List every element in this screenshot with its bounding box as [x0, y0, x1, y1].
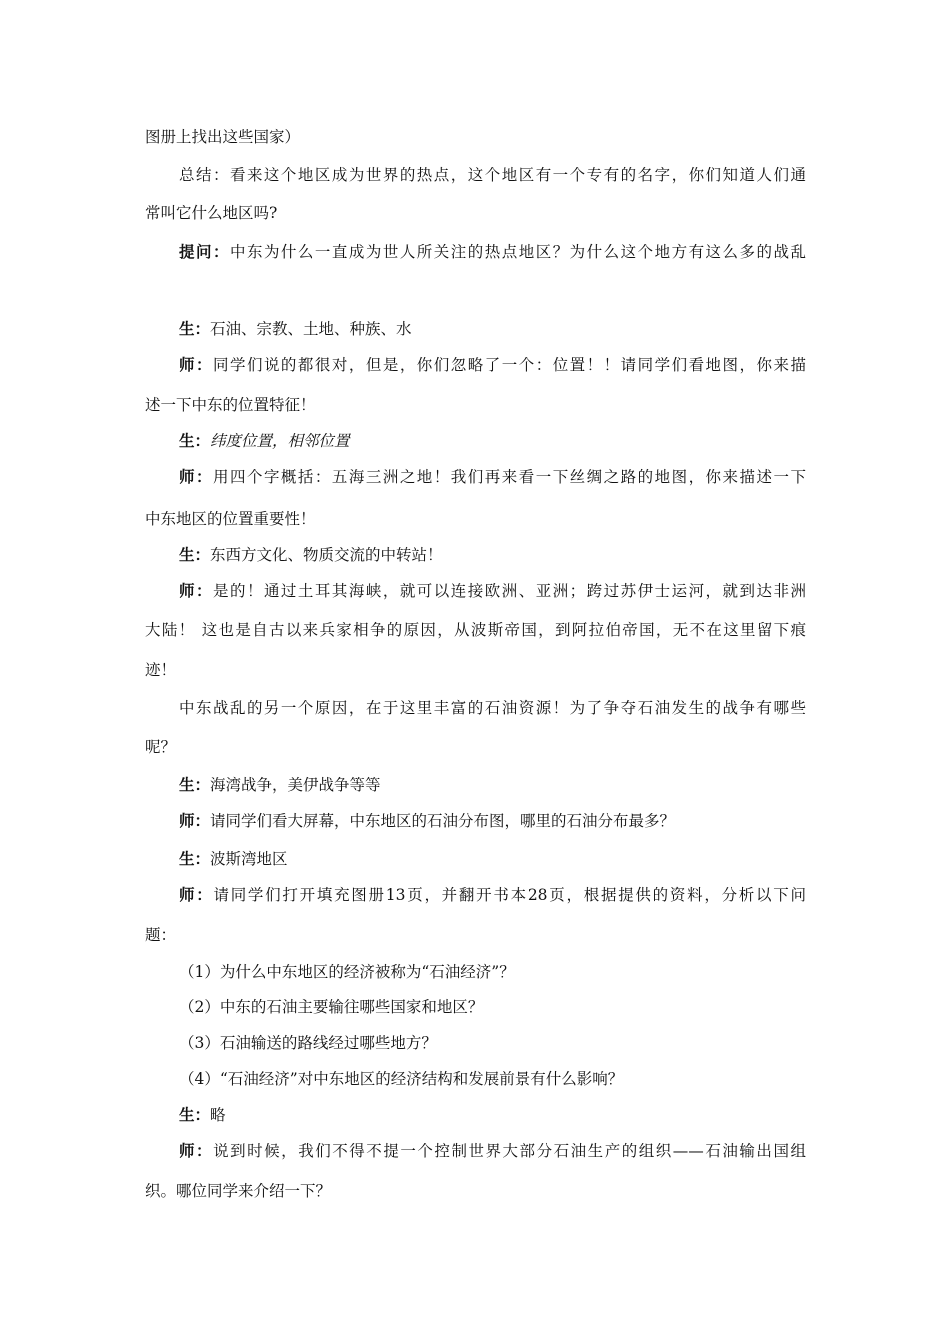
speaker-label: 师： — [179, 355, 213, 374]
speaker-label: 生： — [179, 775, 211, 794]
question-item: （4）“石油经济”对中东地区的经济结构和发展前景有什么影响？ — [179, 1070, 624, 1088]
speaker-label: 师： — [179, 811, 211, 830]
text-line: 织。哪位同学来介绍一下？ — [145, 1182, 332, 1200]
speaker-label: 生： — [179, 431, 211, 450]
question-item: （2）中东的石油主要输往哪些国家和地区？ — [179, 998, 484, 1016]
speaker-label: 师： — [179, 581, 213, 600]
student-line: 生：纬度位置，相邻位置 — [179, 431, 350, 450]
teacher-line: 师：用四个字概括：五海三洲之地！我们再来看一下丝绸之路的地图，你来描述一下 — [179, 467, 806, 486]
student-line: 生：波斯湾地区 — [179, 849, 288, 868]
text-line: 题： — [145, 926, 177, 944]
summary-line: 总结：看来这个地区成为世界的热点，这个地区有一个专有的名字，你们知道人们通 — [179, 166, 806, 184]
student-line: 生：东西方文化、物质交流的中转站！ — [179, 545, 443, 564]
text-line: 中东地区的位置重要性！ — [145, 510, 316, 528]
teacher-line: 师：请同学们打开填充图册13页，并翻开书本28页，根据提供的资料，分析以下问 — [179, 885, 806, 904]
student-line: 生：石油、宗教、土地、种族、水 — [179, 319, 412, 338]
question-line: 提问：中东为什么一直成为世人所关注的热点地区？为什么这个地方有这么多的战乱 — [179, 242, 806, 261]
text-line: 常叫它什么地区吗? — [145, 204, 278, 222]
teacher-line: 师：说到时候，我们不得不提一个控制世界大部分石油生产的组织——石油输出国组 — [179, 1141, 806, 1160]
question-item: （1）为什么中东地区的经济被称为“石油经济”？ — [179, 963, 515, 981]
speaker-label: 生： — [179, 545, 211, 564]
text-line: 呢？ — [145, 738, 177, 756]
speaker-label: 生： — [179, 1105, 211, 1124]
text-line: 述一下中东的位置特征！ — [145, 396, 316, 414]
speaker-label: 师： — [179, 467, 213, 486]
speaker-label: 生： — [179, 319, 211, 338]
speaker-label: 师： — [179, 1141, 214, 1160]
text-line: 迹！ — [145, 661, 177, 679]
text-line: 大陆！ 这也是自古以来兵家相争的原因，从波斯帝国，到阿拉伯帝国，无不在这里留下痕 — [145, 621, 806, 639]
student-line: 生：海湾战争，美伊战争等等 — [179, 775, 381, 794]
question-item: （3）石油输送的路线经过哪些地方？ — [179, 1034, 437, 1052]
student-line: 生：略 — [179, 1105, 226, 1124]
text-line: 中东战乱的另一个原因，在于这里丰富的石油资源！为了争夺石油发生的战争有哪些 — [179, 699, 806, 717]
speaker-label: 师： — [179, 885, 214, 904]
teacher-line: 师：是的！通过土耳其海峡，就可以连接欧洲、亚洲；跨过苏伊士运河，就到达非洲 — [179, 581, 806, 600]
speaker-label: 提问： — [179, 242, 230, 261]
teacher-line: 师：同学们说的都很对，但是，你们忽略了一个：位置！！请同学们看地图，你来描 — [179, 355, 806, 374]
teacher-line: 师：请同学们看大屏幕，中东地区的石油分布图，哪里的石油分布最多？ — [179, 811, 676, 830]
text-line: 图册上找出这些国家） — [145, 128, 301, 146]
speaker-label: 生： — [179, 849, 211, 868]
